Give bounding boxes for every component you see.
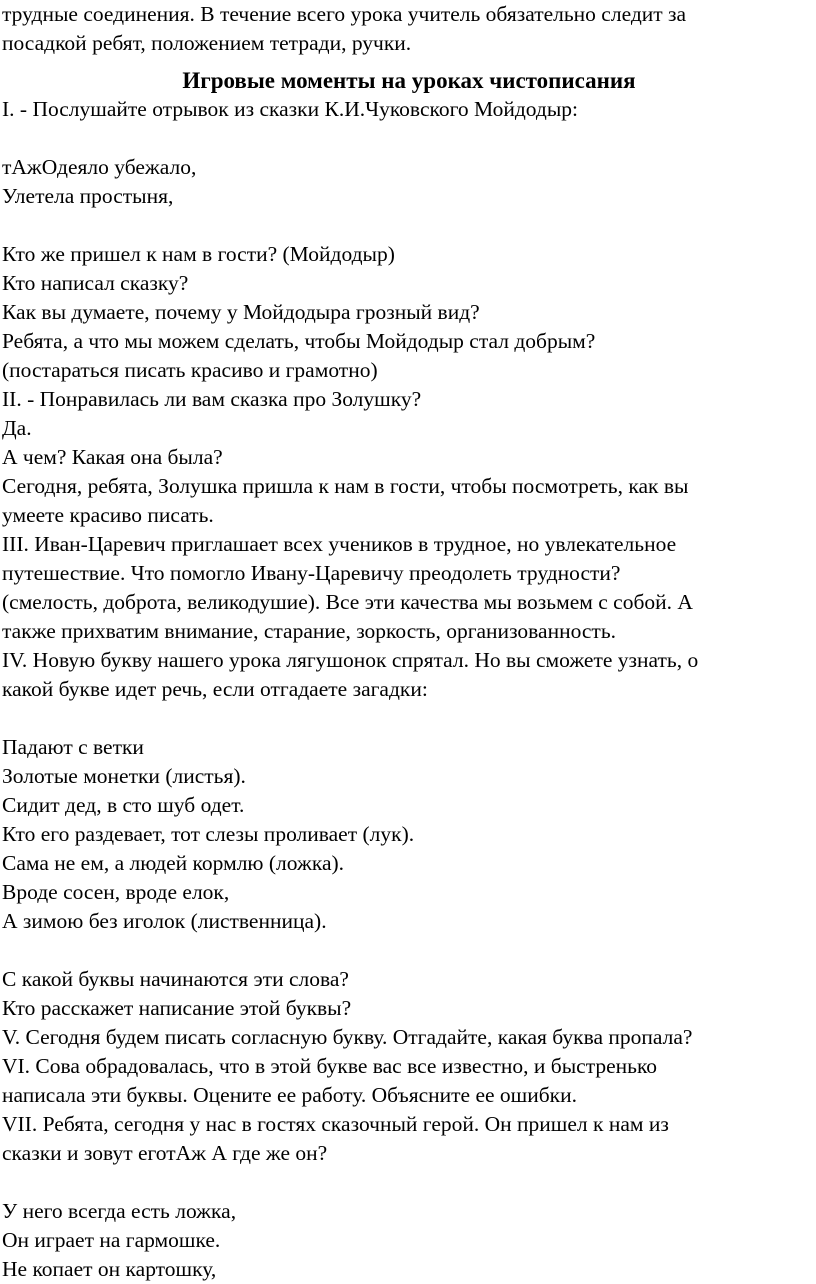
text-line: Кто же пришел к нам в гости? (Мойдодыр) — [2, 242, 395, 266]
poem-line: Улетела простыня, — [2, 184, 174, 208]
poem-closing — [2, 1197, 816, 1284]
text-line: (смелость, доброта, великодушие). Все эти качества мы возьмем с собой. А — [2, 590, 693, 614]
text-line: (постараться писать красиво и грамотно) — [2, 358, 378, 382]
text-line: какой букве идет речь, если отгадаете загадки: — [2, 677, 428, 701]
riddle-line: Падают с ветки — [2, 735, 144, 759]
section-heading: Игровые моменты на уроках чистописания — [182, 68, 636, 93]
poem-line: Он играет на гармошке. — [2, 1228, 221, 1252]
riddle-line: А зимою без иголок (лиственница). — [2, 909, 327, 933]
text-line: Да. — [2, 416, 32, 440]
text-line: путешествие. Что помогло Ивану-Царевичу преодолеть трудности? — [2, 561, 621, 585]
text-line: Ребята, а что мы можем сделать, чтобы Мойдодыр стал добрым? — [2, 329, 596, 353]
poem-line: тАжОдеяло убежало, — [2, 155, 197, 179]
text-line: Как вы думаете, почему у Мойдодыра грозный вид? — [2, 300, 480, 324]
lesson-questions — [2, 240, 816, 704]
text-line: сказки и зовут еготАж А где же он? — [2, 1141, 328, 1165]
text-line: умеете красиво писать. — [2, 503, 214, 527]
blank-line — [2, 704, 816, 733]
text-line: посадкой ребят, положением тетради, ручки. — [2, 31, 412, 55]
text-line: написала эти буквы. Оцените ее работу. Объясните ее ошибки. — [2, 1083, 577, 1107]
poem-line: Не копает он картошку, — [2, 1257, 217, 1281]
intro-paragraph — [2, 0, 816, 58]
riddle-line: Золотые монетки (листья). — [2, 764, 246, 788]
text-line: I. - Послушайте отрывок из сказки К.И.Чуковского Мойдодыр: — [2, 97, 579, 121]
riddle-line: Сама не ем, а людей кормлю (ложка). — [2, 851, 345, 875]
blank-line — [2, 936, 816, 965]
blank-line — [2, 211, 816, 240]
text-line: IV. Новую букву нашего урока лягушонок спрятал. Но вы сможете узнать, о — [2, 648, 699, 672]
riddle-line: Кто его раздевает, тот слезы проливает (лук). — [2, 822, 415, 846]
text-line: Кто расскажет написание этой буквы? — [2, 996, 352, 1020]
text-line: VI. Сова обрадовалась, что в этой букве вас все известно, и быстренько — [2, 1054, 658, 1078]
section-1 — [2, 95, 816, 124]
text-line: С какой буквы начинаются эти слова? — [2, 967, 349, 991]
riddle-line: Сидит дед, в сто шуб одет. — [2, 793, 245, 817]
text-line: А чем? Какая она была? — [2, 445, 223, 469]
text-line: Кто написал сказку? — [2, 271, 189, 295]
text-line: Сегодня, ребята, Золушка пришла к нам в гости, чтобы посмотреть, как вы — [2, 474, 689, 498]
blank-line — [2, 1168, 816, 1197]
poem-excerpt — [2, 153, 816, 211]
poem-line: У него всегда есть ложка, — [2, 1199, 237, 1223]
text-line: VII. Ребята, сегодня у нас в гостях сказочный герой. Он пришел к нам из — [2, 1112, 669, 1136]
text-line: трудные соединения. В течение всего урока учитель обязательно следит за — [2, 2, 687, 26]
riddle-line: Вроде сосен, вроде елок, — [2, 880, 230, 904]
riddles — [2, 733, 816, 936]
blank-line — [2, 124, 816, 153]
text-line: также прихватим внимание, старание, зоркость, организованность. — [2, 619, 617, 643]
text-line: V. Сегодня будем писать согласную букву. Отгадайте, какая буква пропала? — [2, 1025, 693, 1049]
text-line: II. - Понравилась ли вам сказка про Золушку? — [2, 387, 422, 411]
text-line: III. Иван-Царевич приглашает всех учеников в трудное, но увлекательное — [2, 532, 677, 556]
lesson-tasks — [2, 965, 816, 1168]
